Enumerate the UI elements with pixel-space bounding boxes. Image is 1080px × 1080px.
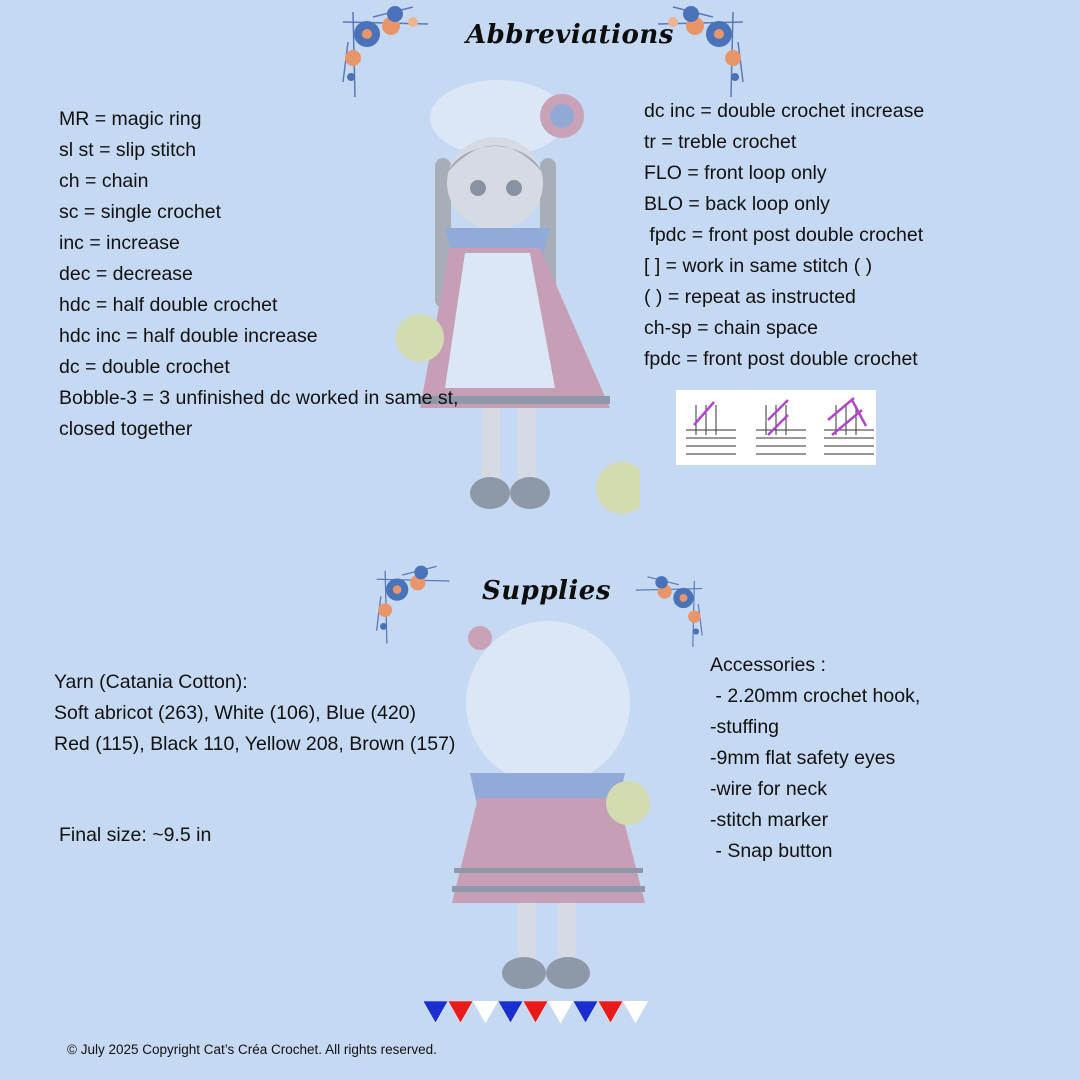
abbrev-item: hdc inc = half double increase (59, 325, 318, 347)
abbrev-item: FLO = front loop only (644, 162, 827, 184)
abbrev-item: [ ] = work in same stitch ( ) (644, 255, 873, 277)
flower-corner-left-icon (368, 562, 458, 648)
bunting-flag (423, 1001, 448, 1023)
doll-back-watermark (440, 618, 660, 993)
abbrev-item: inc = increase (59, 232, 180, 254)
abbreviations-left-list (59, 104, 499, 445)
bunting-flag (448, 1001, 473, 1023)
abbrev-item: Bobble-3 = 3 unfinished dc worked in same st, (59, 387, 459, 409)
yarn-line: Yarn (Catania Cotton): (54, 671, 248, 693)
abbrev-item: closed together (59, 418, 193, 440)
accessory-item: -stuffing (710, 716, 780, 738)
accessory-item: -9mm flat safety eyes (710, 747, 896, 769)
bunting-flag (498, 1001, 523, 1023)
abbrev-item: sc = single crochet (59, 201, 222, 223)
accessory-item: -wire for neck (710, 778, 828, 800)
accessory-item: - 2.20mm crochet hook, (710, 685, 921, 707)
abbrev-item: fpdc = front post double crochet (644, 348, 918, 370)
accessory-item: - Snap button (710, 840, 833, 862)
abbreviations-title: Abbreviations (466, 20, 674, 50)
abbrev-item: BLO = back loop only (644, 193, 830, 215)
accessory-item: -stitch marker (710, 809, 829, 831)
supplies-title: Supplies (482, 576, 611, 606)
abbrev-item: dc = double crochet (59, 356, 230, 378)
abbrev-item: dec = decrease (59, 263, 193, 285)
bunting-flag (598, 1001, 623, 1023)
flower-corner-right-icon (648, 2, 753, 102)
abbrev-item: tr = treble crochet (644, 131, 797, 153)
final-size: Final size: ~9.5 in (59, 824, 212, 846)
bunting-flag (523, 1001, 548, 1023)
copyright-notice: © July 2025 Copyright Cat’s Créa Crochet. All rights reserved. (67, 1042, 437, 1057)
abbrev-item: hdc = half double crochet (59, 294, 278, 316)
flower-corner-right-icon (628, 572, 710, 652)
abbreviations-right-list (644, 96, 1064, 375)
yarn-line: Red (115), Black 110, Yellow 208, Brown (157) (54, 733, 456, 755)
yarn-line: Soft abricot (263), White (106), Blue (420) (54, 702, 416, 724)
abbrev-item: ( ) = repeat as instructed (644, 286, 856, 308)
bunting-flag (548, 1001, 573, 1023)
bunting-flag (623, 1001, 648, 1023)
bunting-flag (573, 1001, 598, 1023)
abbrev-item: dc inc = double crochet increase (644, 100, 925, 122)
abbrev-item: MR = magic ring (59, 108, 202, 130)
accessories-list (710, 650, 920, 867)
bunting-banner (423, 1001, 653, 1025)
accessories-title: Accessories : (710, 654, 826, 676)
abbrev-item: ch = chain (59, 170, 149, 192)
bunting-flag (473, 1001, 498, 1023)
flower-corner-left-icon (333, 2, 438, 102)
fpdc-stitch-diagram (676, 390, 876, 465)
abbrev-item: sl st = slip stitch (59, 139, 197, 161)
abbrev-item: ch-sp = chain space (644, 317, 818, 339)
abbrev-item: fpdc = front post double crochet (644, 224, 924, 246)
yarn-info (54, 667, 455, 760)
